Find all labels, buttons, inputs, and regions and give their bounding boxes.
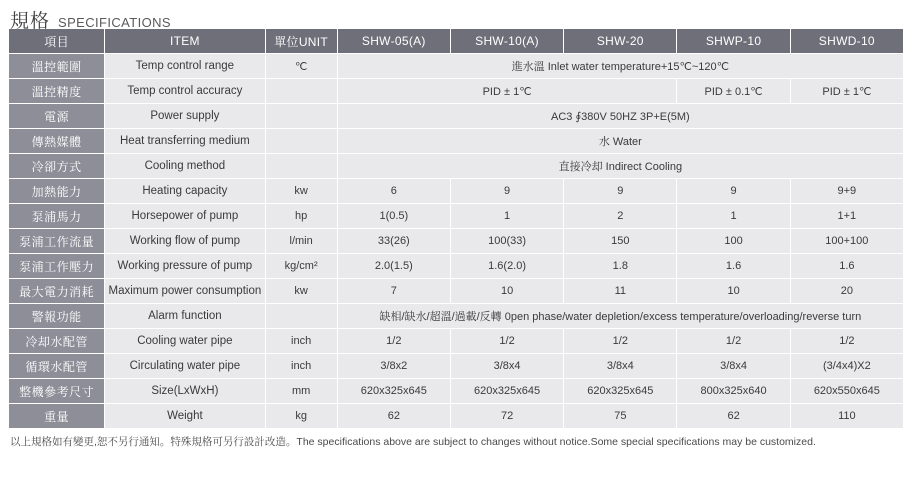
row-unit	[265, 104, 337, 129]
row-value: 1/2	[790, 329, 903, 354]
row-value: 1+1	[790, 204, 903, 229]
row-value: 2.0(1.5)	[337, 254, 450, 279]
row-value: 1(0.5)	[337, 204, 450, 229]
row-unit	[265, 79, 337, 104]
table-row	[9, 79, 904, 104]
row-label-cn: 泵浦馬力	[9, 204, 105, 229]
row-unit: inch	[265, 354, 337, 379]
row-value: PID ± 0.1℃	[677, 79, 790, 104]
row-span-value: 進水溫 Inlet water temperature+15℃~120℃	[337, 54, 903, 79]
row-unit	[265, 129, 337, 154]
row-value: PID ± 1℃	[790, 79, 903, 104]
row-label-en: Alarm function	[105, 304, 265, 329]
row-unit: l/min	[265, 229, 337, 254]
row-unit: ℃	[265, 54, 337, 79]
page-title-cn: 規格	[10, 11, 51, 32]
row-label-en: Maximum power consumption	[105, 279, 265, 304]
row-value: 3/8x4	[450, 354, 563, 379]
column-header-shwp-10: SHWP-10	[677, 29, 790, 54]
row-value: 1/2	[450, 329, 563, 354]
row-label-en: Power supply	[105, 104, 265, 129]
row-label-en: Weight	[105, 404, 265, 429]
row-value: 1/2	[677, 329, 790, 354]
table-row	[9, 304, 904, 329]
specifications-table	[8, 28, 904, 429]
row-unit: hp	[265, 204, 337, 229]
row-value: 1/2	[564, 329, 677, 354]
column-header-shw-05a: SHW-05(A)	[337, 29, 450, 54]
row-value: 1.8	[564, 254, 677, 279]
row-value: 3/8x4	[564, 354, 677, 379]
row-value: 800x325x640	[677, 379, 790, 404]
row-value: 10	[450, 279, 563, 304]
row-label-en: Working flow of pump	[105, 229, 265, 254]
column-header-unit: 單位UNIT	[265, 29, 337, 54]
row-value: 1.6	[790, 254, 903, 279]
row-label-en: Circulating water pipe	[105, 354, 265, 379]
table-row	[9, 404, 904, 429]
table-row	[9, 354, 904, 379]
row-span-value: 直接冷却 Indirect Cooling	[337, 154, 903, 179]
column-header-item-cn: 項目	[9, 29, 105, 54]
table-header-row	[9, 29, 904, 54]
row-label-cn: 加熱能力	[9, 179, 105, 204]
row-value: 9+9	[790, 179, 903, 204]
row-unit	[265, 154, 337, 179]
table-row	[9, 379, 904, 404]
row-value: 1/2	[337, 329, 450, 354]
page-title-en: SPECIFICATIONS	[58, 15, 171, 30]
column-header-shw-20: SHW-20	[564, 29, 677, 54]
row-label-cn: 溫控精度	[9, 79, 105, 104]
row-value: (3/4x4)X2	[790, 354, 903, 379]
row-value: 6	[337, 179, 450, 204]
row-value: 100+100	[790, 229, 903, 254]
row-label-en: Heating capacity	[105, 179, 265, 204]
table-row	[9, 179, 904, 204]
row-label-en: Cooling water pipe	[105, 329, 265, 354]
row-value: 100	[677, 229, 790, 254]
row-unit: kw	[265, 179, 337, 204]
row-value: 62	[337, 404, 450, 429]
row-unit: inch	[265, 329, 337, 354]
row-label-en: Heat transferring medium	[105, 129, 265, 154]
row-label-en: Temp control accuracy	[105, 79, 265, 104]
row-value: 110	[790, 404, 903, 429]
table-body	[9, 54, 904, 429]
row-unit: mm	[265, 379, 337, 404]
table-row	[9, 154, 904, 179]
row-value: 620x550x645	[790, 379, 903, 404]
row-value: 20	[790, 279, 903, 304]
row-value: 1	[677, 204, 790, 229]
row-label-cn: 冷却水配管	[9, 329, 105, 354]
row-value: 33(26)	[337, 229, 450, 254]
row-value: 1.6(2.0)	[450, 254, 563, 279]
row-value: 1.6	[677, 254, 790, 279]
row-value: 11	[564, 279, 677, 304]
row-value: 150	[564, 229, 677, 254]
row-value: 620x325x645	[450, 379, 563, 404]
row-label-en: Horsepower of pump	[105, 204, 265, 229]
row-span-value: PID ± 1℃	[337, 79, 677, 104]
row-label-en: Temp control range	[105, 54, 265, 79]
table-row	[9, 129, 904, 154]
row-value: 9	[450, 179, 563, 204]
table-row	[9, 204, 904, 229]
row-value: 10	[677, 279, 790, 304]
row-value: 2	[564, 204, 677, 229]
row-unit: kw	[265, 279, 337, 304]
row-label-cn: 電源	[9, 104, 105, 129]
row-span-value: AC3 ∮380V 50HZ 3P+E(5M)	[337, 104, 903, 129]
row-value: 620x325x645	[564, 379, 677, 404]
table-row	[9, 329, 904, 354]
row-label-cn: 傳熱媒體	[9, 129, 105, 154]
row-label-cn: 最大電力消耗	[9, 279, 105, 304]
row-label-cn: 冷卻方式	[9, 154, 105, 179]
row-value: 9	[677, 179, 790, 204]
row-label-cn: 溫控範圍	[9, 54, 105, 79]
footnote: 以上規格如有變更,恕不另行通知。特殊規格可另行設計改造。The specifications above are subject to changes without notice.Some special specifications may be customized.	[10, 436, 816, 448]
row-value: 7	[337, 279, 450, 304]
table-row	[9, 104, 904, 129]
table-row	[9, 229, 904, 254]
row-value: 75	[564, 404, 677, 429]
row-label-en: Size(LxWxH)	[105, 379, 265, 404]
page-title	[8, 0, 904, 32]
row-value: 72	[450, 404, 563, 429]
row-value: 3/8x4	[677, 354, 790, 379]
row-label-cn: 整機參考尺寸	[9, 379, 105, 404]
row-label-cn: 警報功能	[9, 304, 105, 329]
row-label-en: Cooling method	[105, 154, 265, 179]
row-value: 100(33)	[450, 229, 563, 254]
row-value: 62	[677, 404, 790, 429]
row-span-value: 水 Water	[337, 129, 903, 154]
table-row	[9, 254, 904, 279]
row-label-en: Working pressure of pump	[105, 254, 265, 279]
table-row	[9, 54, 904, 79]
row-label-cn: 重量	[9, 404, 105, 429]
row-value: 1	[450, 204, 563, 229]
column-header-item-en: ITEM	[105, 29, 265, 54]
row-span-value: 缺相/缺水/超溫/過載/反轉 0pen phase/water depletion/excess temperature/overloading/reverse turn	[337, 304, 903, 329]
row-unit: kg/cm²	[265, 254, 337, 279]
row-value: 9	[564, 179, 677, 204]
row-unit: kg	[265, 404, 337, 429]
row-value: 3/8x2	[337, 354, 450, 379]
column-header-shwd-10: SHWD-10	[790, 29, 903, 54]
row-label-cn: 泵浦工作流量	[9, 229, 105, 254]
table-row	[9, 279, 904, 304]
row-value: 620x325x645	[337, 379, 450, 404]
row-label-cn: 泵浦工作壓力	[9, 254, 105, 279]
column-header-shw-10a: SHW-10(A)	[450, 29, 563, 54]
row-label-cn: 循環水配管	[9, 354, 105, 379]
row-unit	[265, 304, 337, 329]
